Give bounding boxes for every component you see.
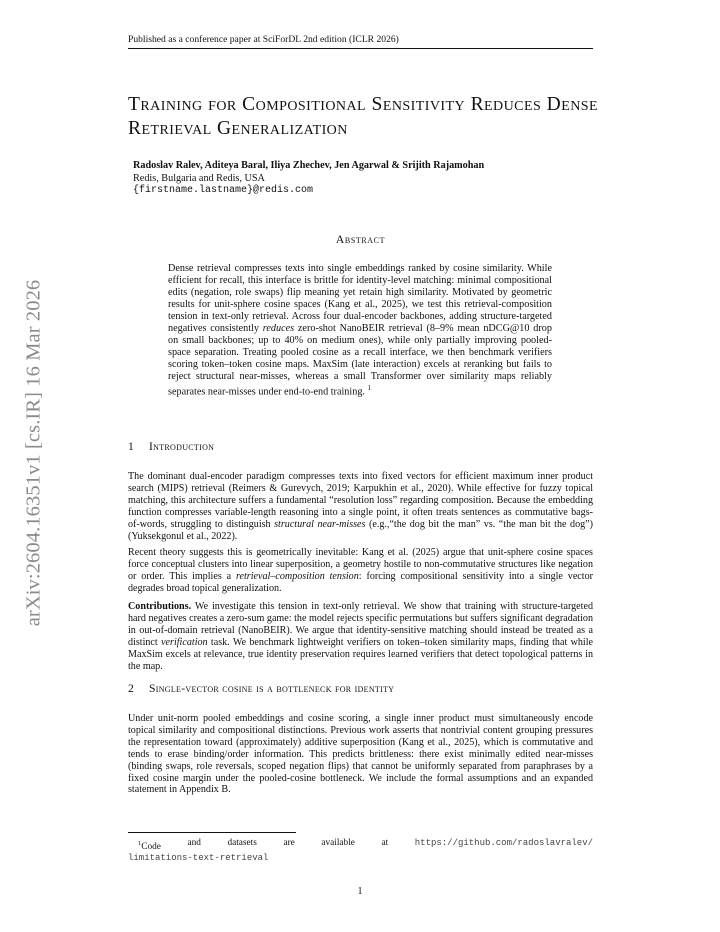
section2-paragraph-1: Under unit-norm pooled embeddings and cosine scoring, a single inner product must simultaneously encode topical similarity and compositional distinctions. Previous work asserts that nontrivial content grouping pressures the representation toward (approximately) additive superposition (Kang et al., 2025), which is commutative and tends to erase binding/order information. This predicts brittleness: there exist minimally edited near-misses (binding swaps, role reversals, scoped negation flips) that cannot be uniformly separated from paraphrases by a fixed cosine margin under the pooled-cosine bottleneck. We include the formal assumptions and an expanded statement in Appendix B. — [128, 713, 593, 796]
abstract-text-1: Dense retrieval compresses texts into single embeddings ranked by cosine similarity. While efficient for recall, this interface is brittle for identity-level matching: minimal compositional edits (negation, role swaps) flip meaning yet retain high similarity. Motivated by geometric results for unit-sphere cosine spaces (Kang et al., 2025), we test this retrieval-composition tension in text-only retrieval. Across four dual-encoder backbones, adding structure-targeted negatives consistently — [168, 263, 552, 334]
emphasis: verification — [161, 636, 208, 648]
page-number: 1 — [357, 886, 363, 897]
abstract-emphasis: reduces — [262, 322, 295, 334]
footnote-word — [138, 838, 161, 853]
arxiv-watermark — [22, 263, 46, 643]
author-list: Radoslav Ralev, Aditeya Baral, Iliya Zhechev, Jen Agarwal & Srijith Rajamohan — [133, 160, 485, 171]
footnote-word: are — [283, 838, 295, 848]
section-number: 2 — [128, 682, 134, 695]
footnote-line-1 — [128, 838, 593, 853]
emphasis: structural near-misses — [274, 518, 366, 530]
text-run: The dominant dual-encoder paradigm compresses texts into fixed vectors for efficient maximum inner product search (MIPS) retrieval (Reimers & Gurevych, 2019; Karpukhin et al., 2020). While effective for fuzzy topical matching, this architecture suffers a fundamental “resolution loss” regarding composition. Because the embedding function compresses variable-length reasoning into a single point, it often treats sentences as commutative bags-of-words, struggling to distinguish — [128, 471, 593, 530]
section-heading-bottleneck — [128, 682, 394, 696]
arxiv-id: arXiv:2604.16351v1 [cs.IR] 16 Mar 2026 — [22, 279, 45, 627]
repository-link[interactable]: https://github.com/radoslavralev/ — [414, 838, 593, 848]
section-number: 1 — [128, 440, 134, 453]
footnote-number: 1 — [138, 840, 142, 847]
email-address: {firstname.lastname}@redis.com — [133, 185, 314, 196]
footnote-marker[interactable]: 1 — [367, 383, 372, 392]
text-run: : forcing compositional sensitivity into a single vector degrades broad topical generalization. — [128, 570, 593, 594]
repository-link-continued[interactable]: limitations-text-retrieval — [128, 853, 269, 864]
paper-title: Training for Compositional Sensitivity Reduces Dense Retrieval Generalization — [128, 94, 598, 139]
footnote-word: datasets — [227, 838, 257, 848]
text-run: Recent theory suggests this is geometrically inevitable: Kang et al. (2025) argue that unit-sphere cosine spaces force conceptual clusters into linear superposition, a geometry hostile to non-commutative structures like negation or order. This implies a — [128, 547, 593, 582]
text-run: task. We benchmark lightweight verifiers on token–token similarity maps, finding that while MaxSim excels at relevance, true identity preservation requires learned verifiers that detect topological patterns in the map. — [128, 636, 593, 672]
section-title: Single-vector cosine is a bottleneck for identity — [149, 682, 395, 695]
intro-paragraph-2 — [128, 547, 593, 595]
abstract-body — [168, 263, 552, 398]
footnote-rule — [128, 832, 296, 833]
paragraph-lead: Contributions. — [128, 601, 192, 612]
intro-paragraph-1 — [128, 471, 593, 542]
text-run: We investigate this tension in text-only retrieval. We show that training with structure-targeted hard negatives creates a zero-sum game: the model rejects specific permutations but suffers significant degradation in out-of-domain retrieval (NanoBEIR). We argue that identity-sensitive matching should instead be treated as a distinct — [128, 601, 593, 648]
contributions-paragraph — [128, 601, 593, 672]
footnote-text: Code — [141, 842, 161, 853]
affiliation: Redis, Bulgaria and Redis, USA — [133, 173, 265, 184]
abstract-heading: Abstract — [335, 233, 386, 246]
footnote-word: and — [187, 838, 201, 848]
text-run: (e.g.,“the dog bit the man” vs. “the man bit the dog”) (Yuksekgonul et al., 2022). — [128, 518, 593, 542]
footnote-word: available — [321, 838, 355, 848]
running-header: Published as a conference paper at SciForDL 2nd edition (ICLR 2026) — [128, 34, 593, 49]
section-title: Introduction — [149, 440, 215, 453]
footnote — [128, 838, 593, 864]
section-heading-introduction — [128, 440, 214, 454]
footnote-word: at — [381, 838, 389, 848]
abstract-text-2: zero-shot NanoBEIR retrieval (8–9% mean nDCG@10 drop on small backbones; up to 40% on medium ones), while only partially improving pooled-space separation. Treating pooled cosine as a recall interface, we then benchmark verifiers scoring token–token cosine maps. MaxSim (late interaction) excels at reranking but fails to reject structural near-misses, whereas a small Transformer over similarity maps reliably separates near-misses under end-to-end training. — [168, 322, 552, 397]
emphasis: retrieval–composition tension — [235, 570, 359, 582]
